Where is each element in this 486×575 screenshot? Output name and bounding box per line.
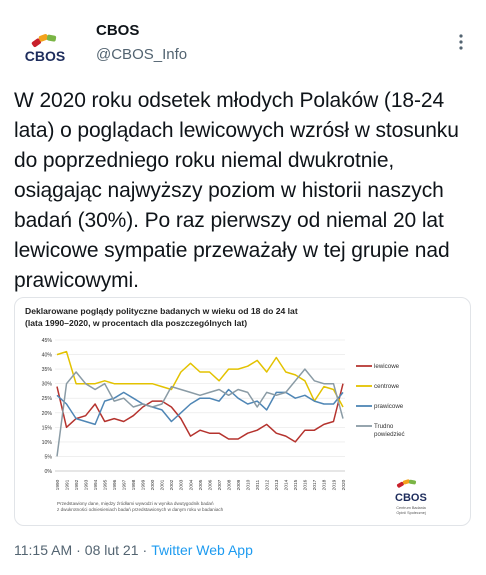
- x-tick-label: 2011: [256, 479, 261, 491]
- x-tick-label: 2010: [246, 479, 252, 491]
- separator: ·: [142, 542, 148, 558]
- chart-image-card[interactable]: [14, 297, 471, 526]
- y-tick-label: 40%: [41, 352, 52, 359]
- tweet-text: W 2020 roku odsetek młodych Polaków (18-24 lata) o poglądach lewicowych wzrósł w stosunku do poprzedniego roku niemal dwukrotnie, osiągając najwyższy poziom w historii naszych badań (30%). Po raz pierwszy od niemal 20 lat lewicowe sympatie przeważały w tej grupie nad prawicowymi.: [14, 89, 459, 292]
- x-tick-label: 1991: [65, 479, 71, 491]
- tweet-source[interactable]: Twitter Web App: [151, 542, 253, 558]
- x-tick-label: 2003: [179, 479, 185, 491]
- x-tick-label: 2015: [294, 479, 300, 491]
- tweet-date[interactable]: 08 lut 21: [84, 542, 139, 558]
- x-tick-label: 1995: [103, 479, 109, 491]
- tweet-time[interactable]: 11:15 AM: [14, 542, 73, 558]
- x-tick-label: 1997: [122, 479, 128, 491]
- x-tick-label: 1999: [141, 479, 147, 491]
- x-tick-label: 2016: [303, 479, 309, 491]
- x-tick-label: 2005: [198, 479, 204, 491]
- x-tick-label: 2001: [160, 479, 166, 491]
- plot-area: [42, 338, 347, 490]
- x-tick-label: 1990: [55, 479, 61, 491]
- x-tick-label: 2006: [208, 479, 214, 491]
- chart-footnote-1: Przedstawiony dane, między źródłami wywodzi w wynika dwutygodnik badań: [57, 501, 214, 506]
- chart-footnote-2: z dwukrotności odniesieniach badań przedstawionych w danym roku w badaniach: [57, 507, 224, 512]
- chart-logo-text: CBOS: [395, 492, 427, 504]
- legend-label: centrowe: [374, 383, 400, 390]
- account-name[interactable]: CBOS: [96, 22, 140, 39]
- legend-label: Trudno: [374, 423, 394, 430]
- avatar[interactable]: [14, 22, 76, 84]
- x-tick-label: 1993: [84, 479, 90, 491]
- chart: [15, 298, 470, 525]
- x-tick-label: 2013: [275, 479, 281, 491]
- legend-label: powiedzieć: [374, 431, 405, 438]
- x-tick-label: 1996: [113, 479, 118, 491]
- x-tick-label: 2017: [313, 479, 319, 491]
- y-tick-label: 35%: [41, 367, 52, 374]
- chart-logo-caption-1: Centrum Badania: [396, 506, 426, 510]
- more-vertical-icon[interactable]: [452, 32, 470, 52]
- x-tick-label: 2020: [341, 479, 347, 491]
- legend-label: lewicowe: [374, 363, 400, 370]
- chart-legend: [356, 363, 405, 438]
- y-tick-label: 25%: [41, 396, 52, 403]
- y-tick-label: 0%: [44, 469, 52, 475]
- x-tick-label: 2007: [217, 479, 223, 491]
- x-tick-label: 2014: [284, 479, 290, 491]
- chart-subtitle: (lata 1990–2020, w procentach dla poszczególnych lat): [25, 318, 248, 328]
- account-handle[interactable]: @CBOS_Info: [96, 46, 188, 63]
- y-tick-label: 10%: [41, 439, 52, 446]
- separator: ·: [76, 542, 81, 558]
- y-tick-label: 5%: [44, 454, 52, 461]
- y-tick-label: 20%: [41, 410, 52, 417]
- chart-logo-caption-2: Opinii Społecznej: [396, 511, 426, 515]
- x-tick-label: 2009: [236, 479, 242, 491]
- y-tick-label: 30%: [41, 381, 52, 388]
- svg-text:CBOS: CBOS: [24, 48, 66, 64]
- x-tick-label: 2019: [332, 479, 338, 491]
- x-tick-label: 2002: [170, 479, 176, 491]
- x-tick-label: 2012: [265, 479, 271, 491]
- x-tick-label: 1992: [74, 479, 80, 491]
- cbos-logo: [14, 22, 76, 84]
- y-tick-label: 15%: [41, 425, 52, 432]
- chart-title: Deklarowane poglądy polityczne badanych w wieku od 18 do 24 lat: [25, 306, 298, 316]
- chart-cbos-logo: [395, 479, 427, 515]
- x-tick-label: 2018: [322, 479, 328, 491]
- tweet-meta: [14, 542, 253, 558]
- x-tick-label: 1998: [132, 479, 138, 491]
- x-tick-label: 2008: [227, 479, 233, 491]
- x-tick-label: 2004: [189, 479, 195, 491]
- legend-label: prawicowe: [374, 403, 404, 410]
- x-tick-label: 1994: [93, 479, 99, 491]
- x-tick-label: 2000: [151, 479, 157, 491]
- y-tick-label: 45%: [41, 338, 52, 344]
